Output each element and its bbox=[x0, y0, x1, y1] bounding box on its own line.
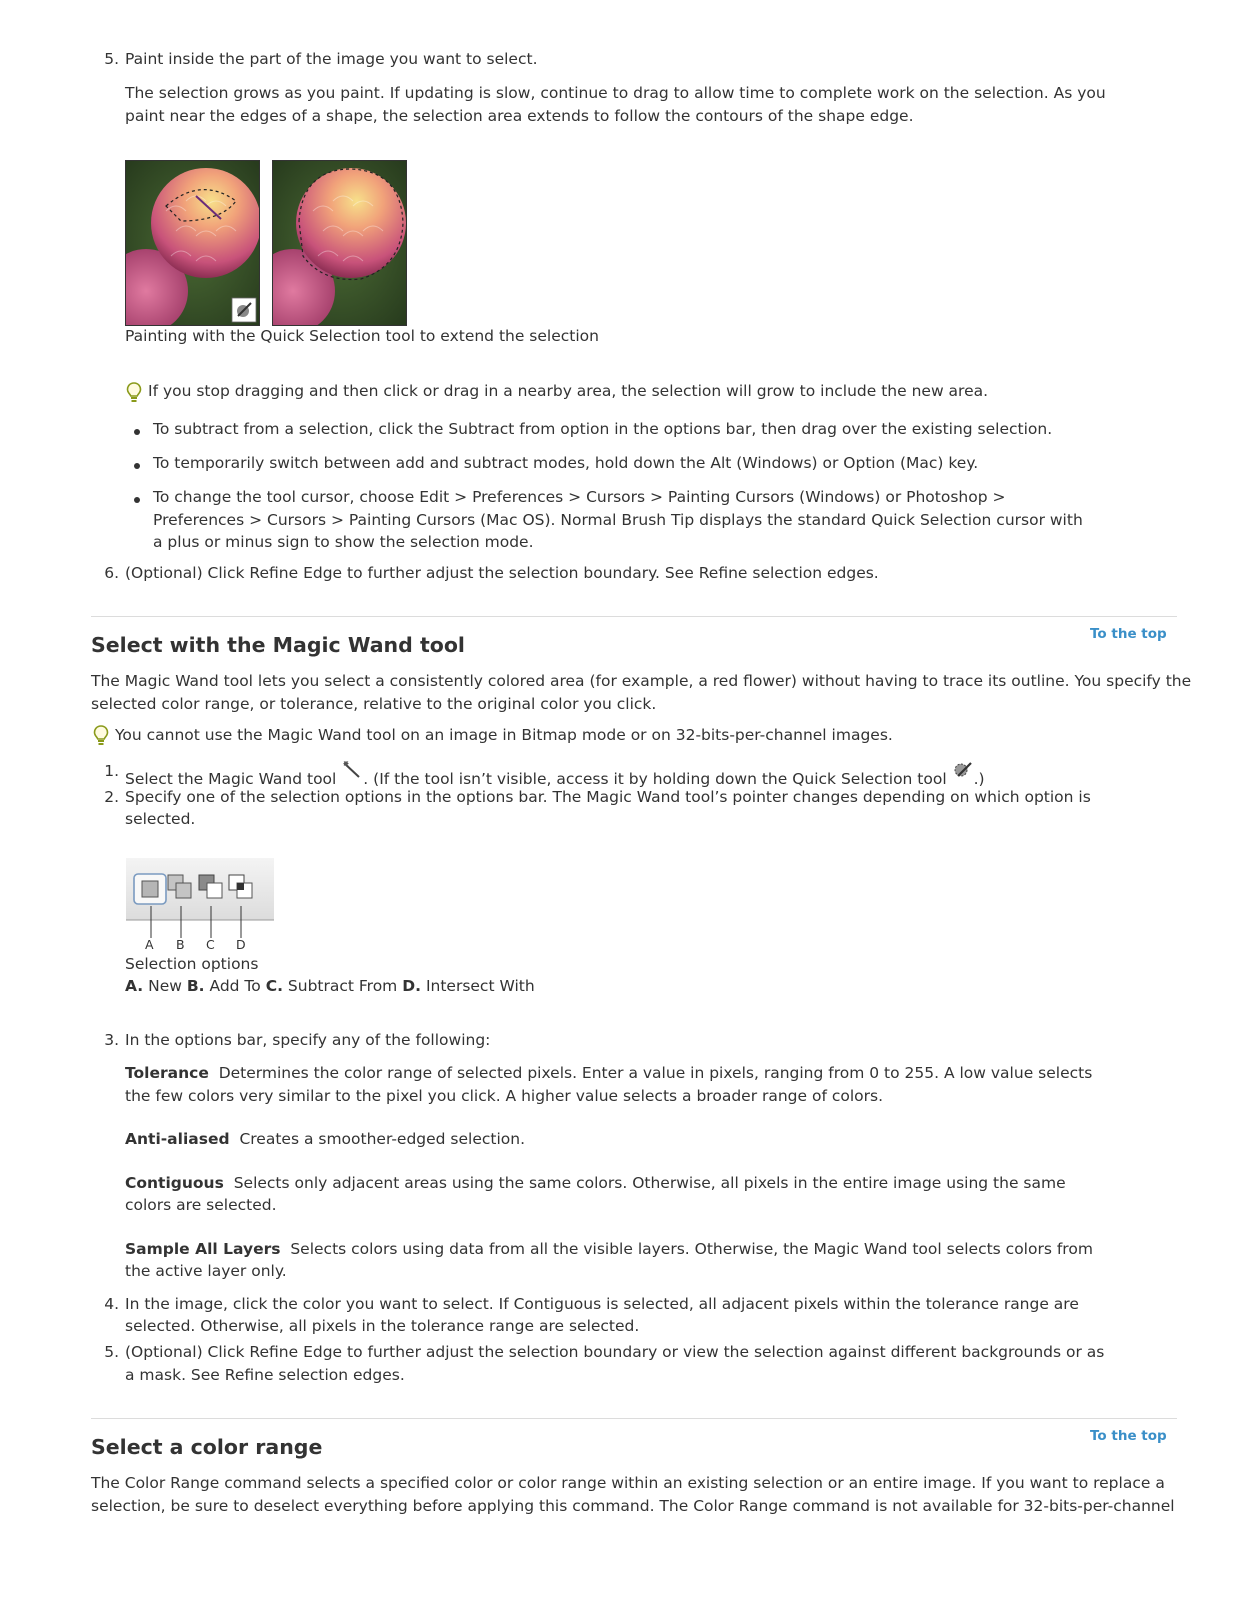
step-number: 4. bbox=[104, 1295, 119, 1313]
bullet-dot bbox=[134, 463, 140, 469]
option-description bbox=[125, 1128, 525, 1151]
bullet-item: To temporarily switch between add and subtract modes, hold down the Alt (Windows) or Option (Mac) key. bbox=[153, 454, 979, 472]
option-description bbox=[125, 1062, 1092, 1085]
option-text: Selects only adjacent areas using the same colors. Otherwise, all pixels in the entire image using the same bbox=[233, 1174, 1066, 1192]
legend-key: D. bbox=[402, 977, 421, 995]
step-text-line: a mask. See Refine selection edges. bbox=[125, 1366, 405, 1384]
new-selection-icon bbox=[134, 874, 166, 904]
figure-caption: Painting with the Quick Selection tool to extend the selection bbox=[125, 327, 599, 345]
option-term: Anti-aliased bbox=[125, 1130, 230, 1148]
bullet-dot bbox=[134, 497, 140, 503]
step-paragraph-line: paint near the edges of a shape, the selection area extends to follow the contours of the shape edge. bbox=[125, 107, 914, 125]
step-number: 1. bbox=[104, 762, 119, 780]
legend-key: C. bbox=[265, 977, 283, 995]
legend-label: Subtract From bbox=[287, 977, 398, 995]
step-text: Paint inside the part of the image you want to select. bbox=[125, 50, 538, 68]
figure-legend bbox=[125, 975, 535, 998]
section-heading: Select a color range bbox=[91, 1435, 323, 1459]
option-description bbox=[125, 1172, 1066, 1195]
lightbulb-tip-icon bbox=[126, 382, 142, 404]
step-text-line: selected. Otherwise, all pixels in the tolerance range are selected. bbox=[125, 1317, 640, 1335]
legend-key: B. bbox=[186, 977, 205, 995]
section-intro-line: The Color Range command selects a specified color or color range within an existing selection or an entire image. If you want to replace a bbox=[91, 1474, 1165, 1492]
legend-key: A. bbox=[125, 977, 144, 995]
option-description-line: the active layer only. bbox=[125, 1262, 287, 1280]
section-intro-line: selection, be sure to deselect everything before applying this command. The Color Range command is not available for 32-bits-per-channel bbox=[91, 1497, 1175, 1515]
step-text: Specify one of the selection options in the options bar. The Magic Wand tool’s pointer changes depending on which option is bbox=[125, 788, 1091, 806]
step-number: 5. bbox=[104, 50, 119, 68]
flower-image-before bbox=[125, 160, 260, 326]
option-description bbox=[125, 1238, 1093, 1261]
section-divider bbox=[91, 616, 1177, 617]
step-number: 3. bbox=[104, 1031, 119, 1049]
step-text-part: .) bbox=[973, 770, 985, 788]
callout-letter-d: D bbox=[236, 937, 246, 952]
quick-selection-icon bbox=[952, 760, 974, 780]
flower-image-after bbox=[272, 160, 407, 326]
option-text: Determines the color range of selected pixels. Enter a value in pixels, ranging from 0 to 255. A low value selects bbox=[218, 1064, 1093, 1082]
selection-options-figure bbox=[126, 858, 276, 954]
legend-label: New bbox=[148, 977, 182, 995]
bullet-item-line: a plus or minus sign to show the selection mode. bbox=[153, 533, 534, 551]
step-text: (Optional) Click Refine Edge to further adjust the selection boundary or view the selection against different backgrounds or as bbox=[125, 1343, 1105, 1361]
step-paragraph-line: The selection grows as you paint. If updating is slow, continue to drag to allow time to complete work on the selection. As you bbox=[125, 84, 1106, 102]
option-term: Sample All Layers bbox=[125, 1240, 281, 1258]
option-text: Creates a smoother-edged selection. bbox=[239, 1130, 526, 1148]
step-text-part: . (If the tool isn’t visible, access it by holding down the Quick Selection tool bbox=[363, 770, 947, 788]
section-intro-line: The Magic Wand tool lets you select a consistently colored area (for example, a red flower) without having to trace its outline. You specify the bbox=[91, 672, 1192, 690]
step-text: (Optional) Click Refine Edge to further adjust the selection boundary. See Refine selection edges. bbox=[125, 564, 879, 582]
option-description-line: colors are selected. bbox=[125, 1196, 277, 1214]
option-term: Contiguous bbox=[125, 1174, 224, 1192]
step-number: 2. bbox=[104, 788, 119, 806]
step-text-line: selected. bbox=[125, 810, 196, 828]
callout-letter-c: C bbox=[206, 937, 215, 952]
to-the-top-link[interactable]: To the top bbox=[1090, 626, 1167, 642]
tip-text: You cannot use the Magic Wand tool on an image in Bitmap mode or on 32-bits-per-channel images. bbox=[115, 726, 893, 744]
step-text-part: Select the Magic Wand tool bbox=[125, 770, 337, 788]
figure-caption: Selection options bbox=[125, 955, 259, 973]
section-intro-line: selected color range, or tolerance, relative to the original color you click. bbox=[91, 695, 657, 713]
bullet-item: To subtract from a selection, click the Subtract from option in the options bar, then drag over the existing selection. bbox=[153, 420, 1053, 438]
callout-letter-a: A bbox=[145, 937, 154, 952]
option-term: Tolerance bbox=[125, 1064, 209, 1082]
bullet-item-line: Preferences > Cursors > Painting Cursors (Mac OS). Normal Brush Tip displays the standard Quick Selection cursor with bbox=[153, 511, 1083, 529]
step-text: In the options bar, specify any of the following: bbox=[125, 1031, 491, 1049]
tip-text: If you stop dragging and then click or drag in a nearby area, the selection will grow to include the new area. bbox=[148, 382, 989, 400]
bullet-item: To change the tool cursor, choose Edit > Preferences > Cursors > Painting Cursors (Windows) or Photoshop > bbox=[153, 488, 1006, 506]
section-heading: Select with the Magic Wand tool bbox=[91, 633, 465, 657]
step-number: 6. bbox=[104, 564, 119, 582]
section-divider bbox=[91, 1418, 1177, 1419]
callout-letter-b: B bbox=[176, 937, 185, 952]
bullet-dot bbox=[134, 429, 140, 435]
step-text: In the image, click the color you want to select. If Contiguous is selected, all adjacent pixels within the tolerance range are bbox=[125, 1295, 1079, 1313]
legend-label: Intersect With bbox=[425, 977, 535, 995]
lightbulb-tip-icon bbox=[93, 725, 109, 747]
magic-wand-icon bbox=[341, 760, 363, 780]
step-number: 5. bbox=[104, 1343, 119, 1361]
option-description-line: the few colors very similar to the pixel you click. A higher value selects a broader range of colors. bbox=[125, 1087, 884, 1105]
option-text: Selects colors using data from all the visible layers. Otherwise, the Magic Wand tool selects colors from bbox=[290, 1240, 1093, 1258]
to-the-top-link[interactable]: To the top bbox=[1090, 1428, 1167, 1444]
legend-label: Add To bbox=[209, 977, 261, 995]
